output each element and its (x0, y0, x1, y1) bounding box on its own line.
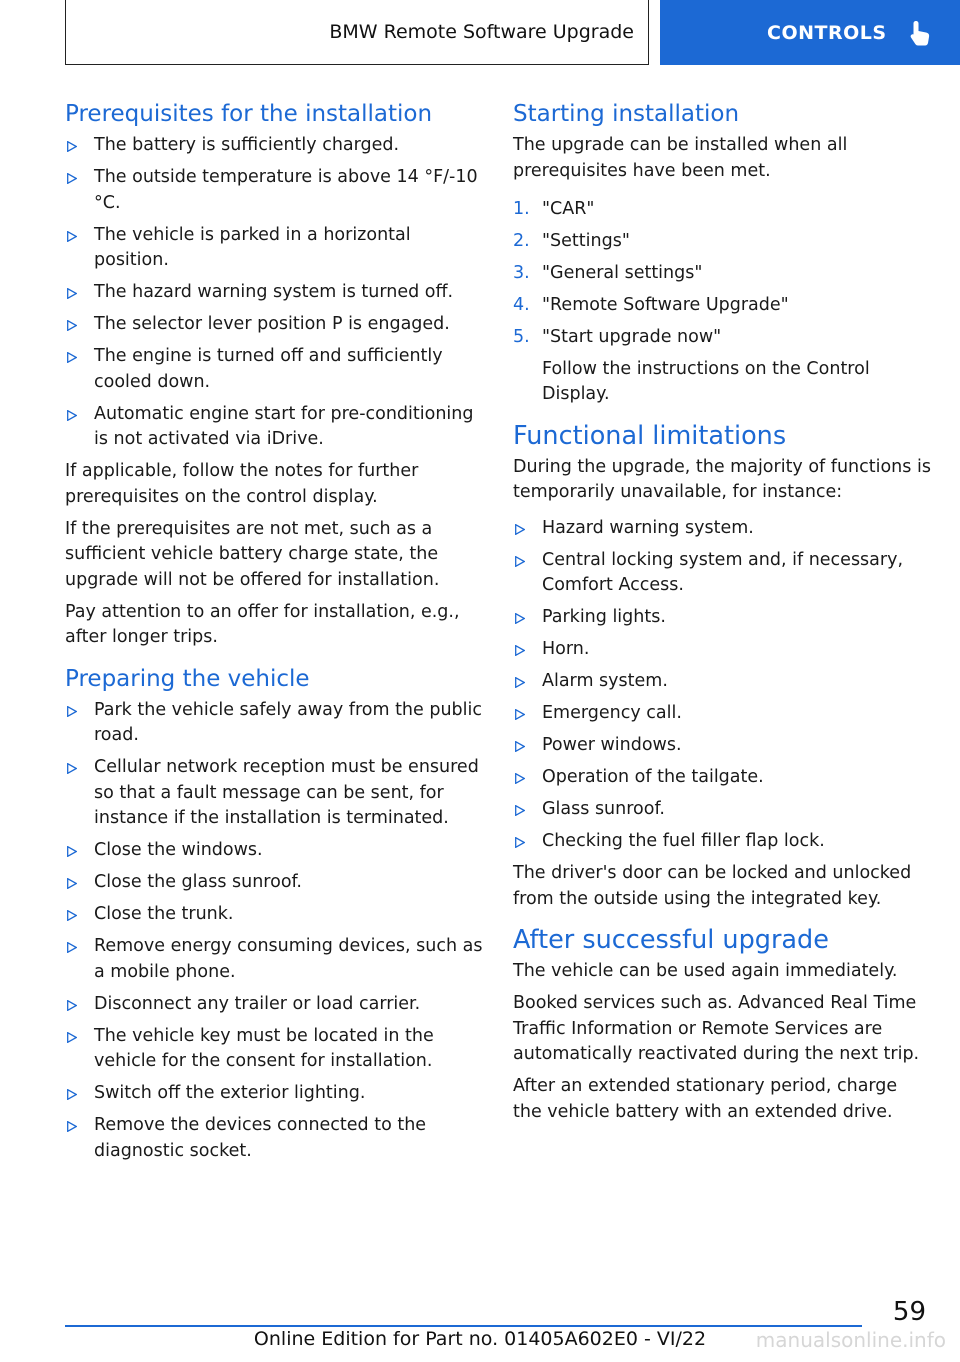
section-functional-limitations (513, 420, 931, 913)
list-item: Hazard warning system. (513, 516, 931, 542)
prerequisites-note-3: Pay attention to an offer for installation, e.g., after longer trips. (65, 601, 460, 647)
bullet-triangle-icon (67, 1089, 77, 1100)
bullet-triangle-icon (67, 846, 77, 857)
preparing-list (65, 698, 483, 1165)
bullet-triangle-icon (515, 677, 525, 688)
bullet-triangle-icon (67, 231, 77, 242)
after-para-2: Booked services such as. Advanced Real Time Traffic Information or Remote Services are automatically reactivated during the next trip. (513, 993, 920, 1064)
heading-after-upgrade: After successful upgrade (513, 925, 829, 955)
bullet-triangle-icon (67, 173, 77, 184)
list-item: Disconnect any trailer or load carrier. (65, 992, 483, 1018)
step-text: "Start upgrade now" (542, 327, 722, 347)
bullet-triangle-icon (67, 763, 77, 774)
bullet-triangle-icon (515, 613, 525, 624)
list-item: Operation of the tailgate. (513, 765, 931, 791)
list-item: Park the vehicle safely away from the public road. (65, 698, 483, 749)
after-para-1: The vehicle can be used again immediately. (513, 961, 898, 981)
right-column (513, 98, 931, 1137)
list-item: The vehicle is parked in a horizontal position. (65, 223, 483, 274)
step-text: "Remote Software Upgrade" (542, 295, 789, 315)
bullet-triangle-icon (67, 141, 77, 152)
list-item: Close the trunk. (65, 902, 483, 928)
functional-list (513, 516, 931, 855)
step-number: 1. (513, 199, 530, 219)
list-item: Switch off the exterior lighting. (65, 1081, 483, 1107)
step-number: 4. (513, 295, 530, 315)
section-preparing (65, 663, 483, 1165)
bullet-triangle-icon (67, 352, 77, 363)
page-number: 59 (892, 1297, 926, 1327)
list-item: Remove energy consuming devices, such as a mobile phone. (65, 934, 483, 985)
list-item: Remove the devices connected to the diagnostic socket. (65, 1113, 483, 1164)
bullet-triangle-icon (515, 837, 525, 848)
bullet-triangle-icon (515, 741, 525, 752)
step-item (513, 325, 931, 408)
watermark: manualsonline.info (755, 1328, 946, 1352)
section-after-upgrade (513, 924, 931, 1125)
pointing-hand-icon (907, 19, 933, 47)
step-text: "CAR" (542, 199, 595, 219)
list-item: The battery is sufficiently charged. (65, 133, 483, 159)
section-starting (513, 98, 931, 408)
list-item: Central locking system and, if necessary, Comfort Access. (513, 548, 931, 599)
step-item (513, 261, 931, 287)
footer-divider (65, 1325, 862, 1327)
list-item: Parking lights. (513, 605, 931, 631)
header-title: BMW Remote Software Upgrade (329, 21, 634, 43)
bullet-triangle-icon (67, 706, 77, 717)
bullet-triangle-icon (67, 878, 77, 889)
heading-starting: Starting installation (513, 101, 740, 127)
list-item: The vehicle key must be located in the vehicle for the consent for installation. (65, 1024, 483, 1075)
step-number: 3. (513, 263, 530, 283)
list-item: Cellular network reception must be ensured so that a fault message can be sent, for instance if the installation is terminated. (65, 755, 483, 832)
functional-outro: The driver's door can be locked and unlocked from the outside using the integrated key. (513, 863, 912, 909)
step-note: Follow the instructions on the Control Display. (542, 358, 870, 404)
list-item: The engine is turned off and sufficiently cooled down. (65, 344, 483, 395)
list-item: The outside temperature is above 14 °F/-10 °C. (65, 165, 483, 216)
section-tab-label: CONTROLS (767, 21, 887, 44)
section-prerequisites (65, 98, 483, 651)
header-title-box (65, 0, 649, 65)
list-item: The hazard warning system is turned off. (65, 280, 483, 306)
step-text: "Settings" (542, 231, 630, 251)
bullet-triangle-icon (515, 645, 525, 656)
step-item (513, 229, 931, 255)
list-item: Close the windows. (65, 838, 483, 864)
starting-intro: The upgrade can be installed when all prerequisites have been met. (513, 135, 848, 181)
section-tab-controls[interactable] (660, 0, 960, 65)
heading-functional-limitations: Functional limitations (513, 420, 787, 451)
list-item: Emergency call. (513, 701, 931, 727)
prerequisites-list (65, 133, 483, 453)
heading-prerequisites: Prerequisites for the installation (65, 101, 433, 127)
bullet-triangle-icon (67, 1121, 77, 1132)
step-number: 2. (513, 231, 530, 251)
list-item: Alarm system. (513, 669, 931, 695)
bullet-triangle-icon (67, 1000, 77, 1011)
bullet-triangle-icon (515, 556, 525, 567)
bullet-triangle-icon (515, 524, 525, 535)
bullet-triangle-icon (515, 773, 525, 784)
bullet-triangle-icon (515, 805, 525, 816)
list-item: Close the glass sunroof. (65, 870, 483, 896)
bullet-triangle-icon (67, 942, 77, 953)
list-item: Checking the fuel filler flap lock. (513, 829, 931, 855)
bullet-triangle-icon (515, 709, 525, 720)
bullet-triangle-icon (67, 910, 77, 921)
prerequisites-note-2: If the prerequisites are not met, such as a sufficient vehicle battery charge state, the upgrade will not be offered for installation. (65, 518, 440, 590)
bullet-triangle-icon (67, 1032, 77, 1043)
step-number: 5. (513, 327, 530, 347)
bullet-triangle-icon (67, 288, 77, 299)
after-para-3: After an extended stationary period, charge the vehicle battery with an extended drive. (513, 1076, 898, 1122)
left-column (65, 98, 483, 1176)
list-item: Horn. (513, 637, 931, 663)
list-item: The selector lever position P is engaged. (65, 312, 483, 338)
step-item (513, 293, 931, 319)
step-text: "General settings" (542, 263, 703, 283)
heading-preparing: Preparing the vehicle (65, 665, 310, 692)
prerequisites-note-1: If applicable, follow the notes for further prerequisites on the control display. (65, 461, 419, 507)
functional-intro: During the upgrade, the majority of functions is temporarily unavailable, for instance: (513, 456, 931, 502)
list-item: Power windows. (513, 733, 931, 759)
footer-edition: Online Edition for Part no. 01405A602E0 - VI/22 (253, 1328, 707, 1350)
bullet-triangle-icon (67, 410, 77, 421)
bullet-triangle-icon (67, 320, 77, 331)
starting-steps (513, 197, 931, 408)
step-item (513, 197, 931, 223)
list-item: Glass sunroof. (513, 797, 931, 823)
list-item: Automatic engine start for pre-conditioning is not activated via iDrive. (65, 402, 483, 453)
